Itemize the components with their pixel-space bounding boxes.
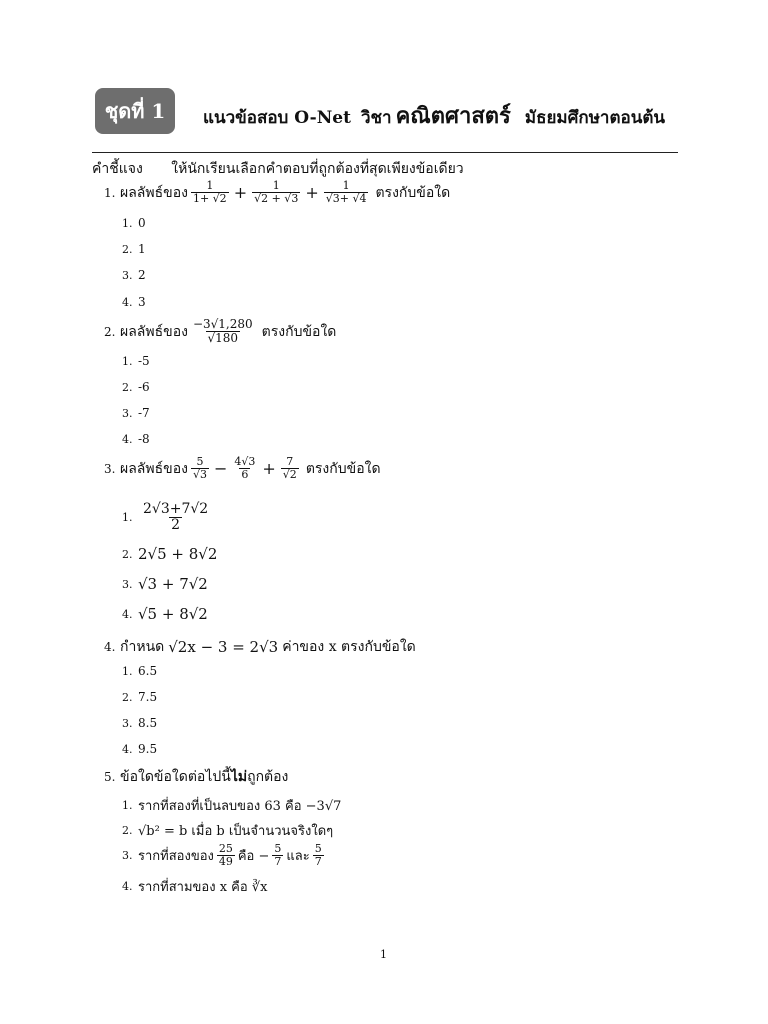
- fraction-denominator: √3: [192, 468, 207, 482]
- option-text: รากที่สามของ x คือ ∛x: [138, 880, 268, 895]
- option[interactable]: [122, 820, 333, 841]
- plus-sign: +: [305, 183, 319, 203]
- question-lead: ผลลัพธ์ของ: [120, 184, 188, 201]
- fraction-numerator: 4√3: [234, 455, 256, 468]
- fraction: [324, 180, 369, 205]
- title-prefix: แนวข้อสอบ O-Net: [203, 108, 351, 128]
- option[interactable]: [122, 216, 146, 230]
- fraction-denominator: √3+ √4: [325, 192, 367, 206]
- option[interactable]: [122, 502, 213, 534]
- fraction: [232, 456, 257, 481]
- option-text: 1: [138, 242, 146, 256]
- option-number: 4.: [122, 742, 133, 756]
- instructions-text: ให้นักเรียนเลือกคำตอบที่ถูกต้องที่สุดเพียงข้อเดียว: [171, 161, 464, 177]
- option[interactable]: [122, 742, 157, 756]
- question-number: 2.: [104, 324, 116, 339]
- option-number: 3.: [122, 849, 133, 863]
- question-tail: ตรงกับข้อใด: [261, 323, 337, 340]
- option-number: 4.: [122, 880, 133, 893]
- question-3: [104, 456, 381, 481]
- option-number: 4.: [122, 295, 133, 309]
- fraction-denominator: 7: [274, 855, 282, 869]
- subject-name: คณิตศาสตร์: [395, 103, 511, 129]
- question-number: 5.: [104, 770, 116, 784]
- header-divider: [92, 152, 678, 153]
- set-badge-label: ชุดที่ 1: [104, 99, 166, 123]
- option-number: 3.: [122, 268, 133, 282]
- fraction: [191, 456, 209, 481]
- page-number: 1: [380, 948, 387, 961]
- subject-prefix: วิชา: [360, 108, 392, 128]
- option-text: 8.5: [138, 716, 158, 730]
- option-number: 3.: [122, 577, 133, 591]
- option[interactable]: [122, 545, 217, 563]
- fraction-numerator: 1: [272, 179, 280, 192]
- question-emphasis: ไม่: [230, 769, 248, 785]
- option-text: -5: [138, 354, 150, 368]
- option-text: และ: [286, 849, 310, 865]
- question-tail: ถูกต้อง: [247, 769, 289, 785]
- fraction: [191, 180, 229, 205]
- option-number: 2.: [122, 242, 133, 256]
- fraction-numerator: −3√1,280: [192, 317, 253, 331]
- instructions-label: คำชี้แจง: [92, 161, 143, 177]
- fraction-denominator: √180: [207, 331, 239, 346]
- question-lead: ข้อใดข้อใดต่อไปนี้: [120, 769, 231, 785]
- option-text: 2: [138, 268, 146, 282]
- question-2: [104, 318, 336, 345]
- fraction: [252, 180, 300, 205]
- question-tail: ค่าของ x ตรงกับข้อใด: [282, 639, 416, 655]
- level-name: มัธยมศึกษาตอนต้น: [524, 108, 665, 128]
- option-text: 6.5: [138, 664, 158, 678]
- fraction-numerator: 5: [196, 455, 204, 468]
- question-4: [104, 636, 416, 658]
- fraction: [272, 843, 283, 868]
- option[interactable]: [122, 380, 150, 394]
- option-number: 1.: [122, 511, 133, 525]
- option[interactable]: [122, 876, 267, 897]
- question-lead: กำหนด: [120, 639, 165, 655]
- fraction: [217, 843, 235, 868]
- option-text: √b² = b เมื่อ b เป็นจำนวนจริงใดๆ: [138, 824, 334, 839]
- fraction-numerator: 1: [342, 179, 350, 192]
- fraction-numerator: 1: [206, 179, 214, 192]
- fraction-denominator: 1+ √2: [192, 192, 227, 206]
- page-title: [203, 98, 665, 130]
- question-number: 4.: [104, 640, 116, 654]
- plus-sign: +: [233, 183, 248, 203]
- option-text: 9.5: [138, 742, 158, 756]
- option-text: 7.5: [138, 690, 158, 704]
- option[interactable]: [122, 268, 146, 282]
- option-number: 1.: [122, 354, 133, 368]
- fraction-denominator: 7: [314, 855, 322, 869]
- option-number: 3.: [122, 716, 133, 730]
- option-text: -8: [138, 432, 150, 446]
- fraction-numerator: 7: [286, 455, 294, 468]
- fraction: [191, 318, 255, 345]
- option-number: 3.: [122, 406, 133, 420]
- question-number: 3.: [104, 461, 116, 476]
- option-text: √5 + 8√2: [138, 605, 208, 623]
- option[interactable]: [122, 690, 157, 704]
- plus-sign: +: [262, 459, 276, 479]
- question-lead: ผลลัพธ์ของ: [120, 323, 188, 340]
- fraction-denominator: 49: [218, 855, 233, 869]
- equation: √2x − 3 = 2√3: [168, 638, 279, 656]
- option[interactable]: [122, 716, 157, 730]
- option[interactable]: [122, 406, 150, 420]
- option[interactable]: [122, 432, 150, 446]
- question-number: 1.: [104, 185, 116, 200]
- option[interactable]: [122, 843, 327, 868]
- option-text: 0: [138, 216, 146, 230]
- question-tail: ตรงกับข้อใด: [375, 184, 451, 201]
- option-number: 4.: [122, 432, 133, 446]
- option-number: 1.: [122, 799, 133, 812]
- fraction-denominator: √2 + √3: [254, 192, 299, 206]
- option[interactable]: [122, 575, 208, 593]
- question-1: [104, 180, 450, 205]
- fraction-numerator: 25: [218, 842, 233, 855]
- question-5: [104, 766, 288, 788]
- set-badge: [95, 88, 175, 134]
- option-text: -6: [138, 380, 150, 394]
- fraction: [281, 456, 299, 481]
- option-number: 1.: [122, 216, 133, 230]
- question-tail: ตรงกับข้อใด: [305, 460, 381, 477]
- option-text: รากที่สองที่เป็นลบของ 63 คือ −3√7: [138, 799, 342, 814]
- option-text: 3: [138, 295, 146, 309]
- option[interactable]: [122, 664, 157, 678]
- fraction-numerator: 2√3+7√2: [143, 501, 209, 517]
- fraction-numerator: 5: [274, 842, 282, 855]
- option[interactable]: [122, 605, 208, 623]
- fraction-denominator: 6: [241, 468, 249, 482]
- fraction-numerator: 5: [314, 842, 322, 855]
- option-number: 2.: [122, 690, 133, 704]
- fraction-denominator: √2: [282, 468, 297, 482]
- option-text: รากที่สองของ: [138, 849, 214, 865]
- fraction: [313, 843, 324, 868]
- option-text: คือ −: [237, 849, 270, 865]
- fraction: [141, 502, 210, 534]
- option[interactable]: [122, 795, 341, 816]
- option-number: 2.: [122, 547, 133, 561]
- option[interactable]: [122, 354, 150, 368]
- option-number: 2.: [122, 824, 133, 837]
- instructions: [92, 158, 464, 180]
- option-text: 2√5 + 8√2: [138, 545, 218, 563]
- option-number: 4.: [122, 607, 133, 621]
- option-text: √3 + 7√2: [138, 575, 208, 593]
- option-text: -7: [138, 406, 150, 420]
- option[interactable]: [122, 295, 146, 309]
- option-number: 1.: [122, 664, 133, 678]
- minus-sign: −: [213, 459, 228, 479]
- fraction-denominator: 2: [171, 517, 181, 534]
- option[interactable]: [122, 242, 146, 256]
- question-lead: ผลลัพธ์ของ: [120, 460, 188, 477]
- option-number: 2.: [122, 380, 133, 394]
